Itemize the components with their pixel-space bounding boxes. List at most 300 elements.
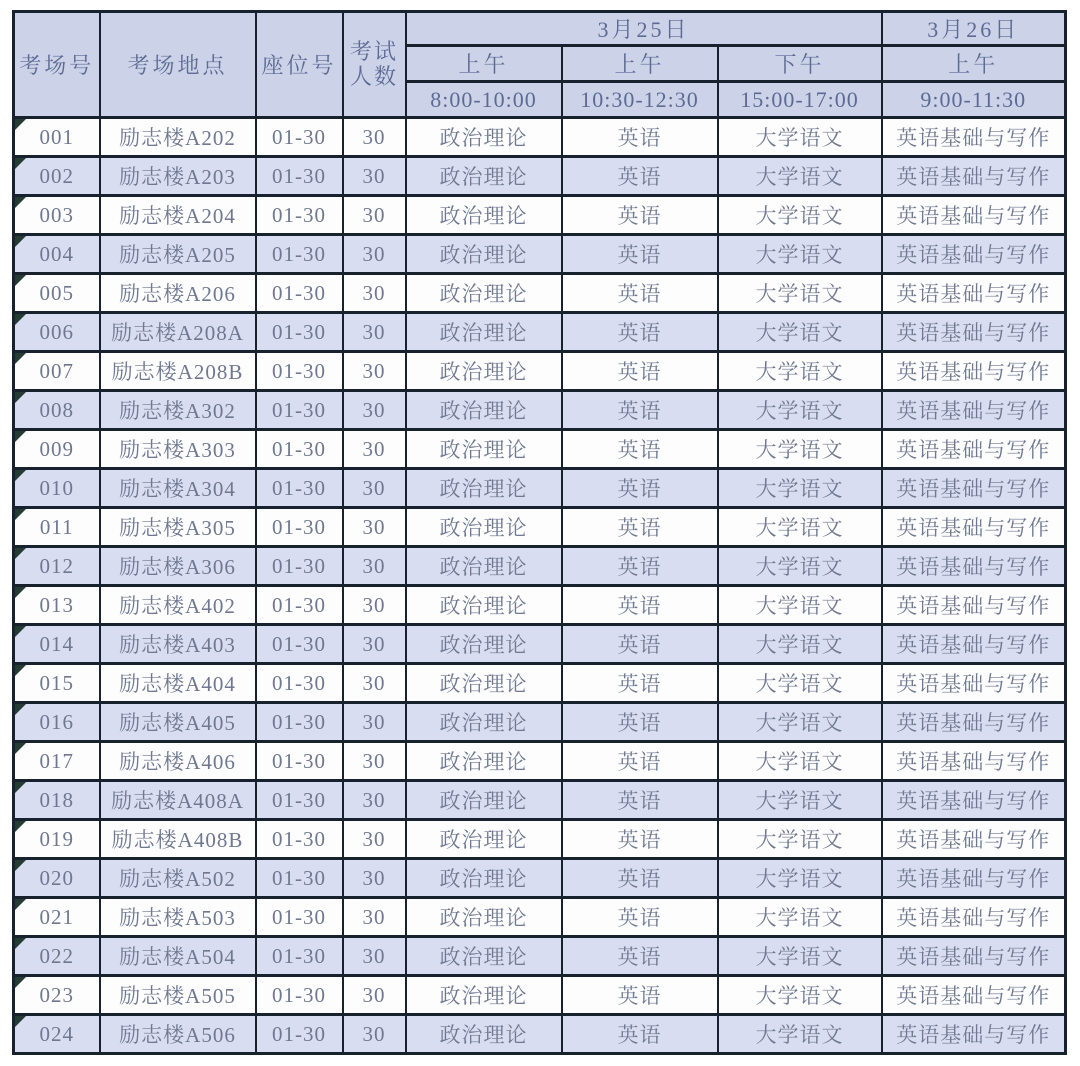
seat-range-cell-text: 01-30: [272, 982, 326, 1007]
location-cell-text: 励志楼A304: [119, 477, 236, 501]
corner-mark: [15, 548, 26, 559]
table-row: [14, 937, 1066, 976]
subject-cell: [882, 391, 1066, 430]
exam-count-cell: [343, 781, 406, 820]
seat-range-cell: [256, 937, 343, 976]
subject-cell: [718, 664, 882, 703]
location-cell-text: 励志楼A208B: [111, 360, 244, 384]
subject-cell: [406, 898, 562, 937]
subject-cell: [562, 547, 718, 586]
subject-cell-text: 英语基础与写作: [896, 321, 1051, 345]
location-cell-text: 励志楼A506: [119, 1023, 236, 1047]
exam-count-cell-text: 30: [362, 358, 386, 383]
subject-cell: [406, 859, 562, 898]
exam-count-cell: [343, 508, 406, 547]
corner-mark: [15, 197, 26, 208]
subject-cell: [718, 118, 882, 157]
location-cell: [100, 547, 256, 586]
subject-cell: [562, 820, 718, 859]
subject-cell-text: 大学语文: [755, 1023, 844, 1047]
location-cell: [100, 976, 256, 1015]
location-cell-text: 励志楼A502: [119, 867, 236, 891]
subject-cell-text: 英语基础与写作: [896, 750, 1051, 774]
subject-cell-text: 政治理论: [439, 282, 528, 306]
seat-range-cell-text: 01-30: [272, 904, 326, 929]
subject-cell-text: 政治理论: [439, 243, 528, 267]
header-date-row: [14, 12, 1066, 46]
exam-count-cell-text: 30: [362, 631, 386, 656]
subject-cell: [882, 820, 1066, 859]
subject-cell: [562, 118, 718, 157]
seat-range-cell-text: 01-30: [272, 241, 326, 266]
subject-cell-text: 政治理论: [439, 906, 528, 930]
subject-cell-text: 政治理论: [439, 672, 528, 696]
seat-range-cell: [256, 586, 343, 625]
subject-cell: [562, 274, 718, 313]
room-no-cell-text: 017: [39, 748, 74, 773]
table-row: [14, 859, 1066, 898]
seat-range-cell-text: 01-30: [272, 865, 326, 890]
exam-count-cell: [343, 352, 406, 391]
location-cell-text: 励志楼A202: [119, 126, 236, 150]
room-no-cell: [14, 274, 100, 313]
room-no-cell-text: 012: [39, 553, 74, 578]
subject-cell: [562, 586, 718, 625]
subject-cell: [562, 352, 718, 391]
subject-cell: [562, 781, 718, 820]
subject-cell: [562, 508, 718, 547]
subject-cell-text: 大学语文: [755, 906, 844, 930]
subject-cell-text: 英语: [617, 360, 662, 384]
subject-cell-text: 英语: [617, 321, 662, 345]
corner-mark: [15, 275, 26, 286]
corner-mark: [15, 704, 26, 715]
location-cell: [100, 625, 256, 664]
subject-cell-text: 英语: [617, 165, 662, 189]
room-no-cell: [14, 352, 100, 391]
subject-cell: [882, 352, 1066, 391]
subject-cell-text: 大学语文: [755, 165, 844, 189]
seat-range-cell: [256, 1015, 343, 1054]
subject-cell-text: 英语基础与写作: [896, 243, 1051, 267]
subject-cell: [718, 976, 882, 1015]
room-no-cell: [14, 469, 100, 508]
subject-cell: [718, 586, 882, 625]
seat-range-cell-text: 01-30: [272, 514, 326, 539]
subject-cell: [882, 976, 1066, 1015]
subject-cell-text: 大学语文: [755, 438, 844, 462]
exam-count-cell-text: 30: [362, 826, 386, 851]
seat-range-cell: [256, 625, 343, 664]
subject-cell-text: 大学语文: [755, 867, 844, 891]
location-cell-text: 励志楼A403: [119, 633, 236, 657]
seat-range-cell-text: 01-30: [272, 280, 326, 305]
room-no-cell-text: 020: [39, 865, 74, 890]
subject-cell-text: 大学语文: [755, 945, 844, 969]
room-no-cell-text: 022: [39, 943, 74, 968]
table-row: [14, 196, 1066, 235]
table-row: [14, 976, 1066, 1015]
table-row: [14, 352, 1066, 391]
exam-count-cell: [343, 742, 406, 781]
subject-cell: [406, 157, 562, 196]
location-cell-text: 励志楼A206: [119, 282, 236, 306]
subject-cell-text: 英语: [617, 984, 662, 1008]
subject-cell-text: 英语: [617, 126, 662, 150]
exam-count-cell-text: 30: [362, 1021, 386, 1046]
subject-cell: [718, 391, 882, 430]
room-no-cell-text: 013: [39, 592, 74, 617]
subject-cell-text: 英语: [617, 789, 662, 813]
subject-cell: [406, 235, 562, 274]
corner-mark: [15, 821, 26, 832]
seat-range-cell: [256, 976, 343, 1015]
subject-cell-text: 大学语文: [755, 711, 844, 735]
table-row: [14, 118, 1066, 157]
table-header: [14, 12, 1066, 118]
subject-cell: [882, 937, 1066, 976]
exam-count-cell-text: 30: [362, 982, 386, 1007]
room-no-cell-text: 011: [39, 514, 74, 539]
subject-cell-text: 政治理论: [439, 360, 528, 384]
corner-mark: [15, 353, 26, 364]
location-cell: [100, 508, 256, 547]
subject-cell-text: 大学语文: [755, 789, 844, 813]
header-seat-no: 座位号: [256, 12, 343, 118]
location-cell-text: 励志楼A408B: [111, 828, 244, 852]
subject-cell: [882, 469, 1066, 508]
subject-cell-text: 政治理论: [439, 555, 528, 579]
exam-count-cell: [343, 820, 406, 859]
corner-mark: [15, 236, 26, 247]
room-no-cell-text: 018: [39, 787, 74, 812]
seat-range-cell-text: 01-30: [272, 202, 326, 227]
exam-count-cell: [343, 1015, 406, 1054]
subject-cell: [718, 937, 882, 976]
seat-range-cell: [256, 469, 343, 508]
subject-cell: [562, 469, 718, 508]
seat-range-cell-text: 01-30: [272, 631, 326, 656]
subject-cell: [562, 859, 718, 898]
exam-count-cell-text: 30: [362, 397, 386, 422]
exam-count-cell: [343, 430, 406, 469]
corner-mark: [15, 938, 26, 949]
corner-mark: [15, 743, 26, 754]
subject-cell-text: 英语: [617, 672, 662, 696]
subject-cell-text: 英语: [617, 906, 662, 930]
exam-schedule-table: [12, 10, 1067, 1055]
location-cell: [100, 820, 256, 859]
room-no-cell: [14, 820, 100, 859]
table-row: [14, 274, 1066, 313]
subject-cell-text: 政治理论: [439, 204, 528, 228]
corner-mark: [15, 587, 26, 598]
subject-cell-text: 英语: [617, 399, 662, 423]
room-no-cell-text: 005: [39, 280, 74, 305]
subject-cell: [718, 313, 882, 352]
subject-cell-text: 英语基础与写作: [896, 1023, 1051, 1047]
subject-cell: [406, 196, 562, 235]
subject-cell-text: 英语基础与写作: [896, 399, 1051, 423]
subject-cell: [882, 196, 1066, 235]
header-exam-count-line2: 人数: [349, 63, 398, 89]
location-cell-text: 励志楼A303: [119, 438, 236, 462]
subject-cell-text: 英语: [617, 945, 662, 969]
room-no-cell: [14, 625, 100, 664]
seat-range-cell-text: 01-30: [272, 787, 326, 812]
seat-range-cell-text: 01-30: [272, 163, 326, 188]
subject-cell-text: 英语: [617, 555, 662, 579]
header-date-mar26: 3月26日: [882, 12, 1066, 46]
subject-cell-text: 政治理论: [439, 126, 528, 150]
seat-range-cell: [256, 118, 343, 157]
subject-cell-text: 大学语文: [755, 126, 844, 150]
subject-cell-text: 英语基础与写作: [896, 477, 1051, 501]
subject-cell-text: 政治理论: [439, 399, 528, 423]
subject-cell-text: 政治理论: [439, 321, 528, 345]
table-row: [14, 1015, 1066, 1054]
exam-count-cell: [343, 118, 406, 157]
location-cell: [100, 898, 256, 937]
location-cell-text: 励志楼A305: [119, 516, 236, 540]
seat-range-cell-text: 01-30: [272, 1021, 326, 1046]
room-no-cell-text: 021: [39, 904, 74, 929]
header-time-am1: 8:00-10:00: [406, 82, 562, 118]
room-no-cell: [14, 742, 100, 781]
subject-cell: [562, 196, 718, 235]
subject-cell: [718, 742, 882, 781]
subject-cell-text: 政治理论: [439, 984, 528, 1008]
room-no-cell-text: 016: [39, 709, 74, 734]
subject-cell-text: 大学语文: [755, 633, 844, 657]
exam-count-cell: [343, 547, 406, 586]
subject-cell: [882, 118, 1066, 157]
subject-cell: [406, 352, 562, 391]
subject-cell-text: 大学语文: [755, 828, 844, 852]
subject-cell: [562, 664, 718, 703]
subject-cell-text: 英语: [617, 438, 662, 462]
corner-mark: [15, 1016, 26, 1027]
table-row: [14, 547, 1066, 586]
subject-cell: [406, 1015, 562, 1054]
subject-cell: [562, 157, 718, 196]
room-no-cell-text: 006: [39, 319, 74, 344]
subject-cell-text: 政治理论: [439, 516, 528, 540]
corner-mark: [15, 431, 26, 442]
subject-cell-text: 英语基础与写作: [896, 165, 1051, 189]
table-row: [14, 469, 1066, 508]
subject-cell: [882, 1015, 1066, 1054]
room-no-cell-text: 014: [39, 631, 74, 656]
subject-cell-text: 政治理论: [439, 165, 528, 189]
subject-cell: [562, 703, 718, 742]
subject-cell: [406, 820, 562, 859]
exam-count-cell: [343, 664, 406, 703]
subject-cell-text: 英语基础与写作: [896, 204, 1051, 228]
seat-range-cell: [256, 859, 343, 898]
subject-cell-text: 政治理论: [439, 594, 528, 618]
subject-cell-text: 英语: [617, 711, 662, 735]
seat-range-cell: [256, 391, 343, 430]
location-cell: [100, 1015, 256, 1054]
header-date-mar25: 3月25日: [406, 12, 882, 46]
location-cell-text: 励志楼A208A: [111, 321, 244, 345]
location-cell: [100, 235, 256, 274]
seat-range-cell: [256, 742, 343, 781]
subject-cell-text: 大学语文: [755, 594, 844, 618]
subject-cell-text: 政治理论: [439, 633, 528, 657]
corner-mark: [15, 899, 26, 910]
subject-cell-text: 英语基础与写作: [896, 789, 1051, 813]
table-row: [14, 235, 1066, 274]
seat-range-cell-text: 01-30: [272, 943, 326, 968]
exam-count-cell-text: 30: [362, 436, 386, 461]
subject-cell-text: 英语: [617, 594, 662, 618]
subject-cell-text: 政治理论: [439, 1023, 528, 1047]
exam-count-cell: [343, 625, 406, 664]
seat-range-cell-text: 01-30: [272, 397, 326, 422]
subject-cell: [882, 508, 1066, 547]
room-no-cell-text: 003: [39, 202, 74, 227]
location-cell: [100, 118, 256, 157]
subject-cell-text: 政治理论: [439, 477, 528, 501]
location-cell: [100, 703, 256, 742]
location-cell: [100, 430, 256, 469]
room-no-cell: [14, 118, 100, 157]
room-no-cell-text: 010: [39, 475, 74, 500]
header-time-am2: 10:30-12:30: [562, 82, 718, 118]
subject-cell-text: 英语: [617, 1023, 662, 1047]
subject-cell-text: 英语: [617, 828, 662, 852]
location-cell-text: 励志楼A302: [119, 399, 236, 423]
exam-count-cell-text: 30: [362, 202, 386, 227]
subject-cell-text: 政治理论: [439, 828, 528, 852]
seat-range-cell-text: 01-30: [272, 475, 326, 500]
exam-count-cell-text: 30: [362, 748, 386, 773]
exam-count-cell-text: 30: [362, 709, 386, 734]
header-exam-count-line1: 考试: [349, 38, 398, 64]
subject-cell: [882, 625, 1066, 664]
room-no-cell: [14, 976, 100, 1015]
subject-cell: [562, 742, 718, 781]
location-cell: [100, 937, 256, 976]
corner-mark: [15, 977, 26, 988]
location-cell-text: 励志楼A203: [119, 165, 236, 189]
subject-cell: [882, 274, 1066, 313]
subject-cell-text: 英语基础与写作: [896, 945, 1051, 969]
subject-cell: [882, 859, 1066, 898]
exam-count-cell: [343, 469, 406, 508]
subject-cell-text: 英语基础与写作: [896, 282, 1051, 306]
subject-cell-text: 大学语文: [755, 750, 844, 774]
location-cell: [100, 274, 256, 313]
header-session-day2-am: 上午: [882, 46, 1066, 82]
location-cell: [100, 742, 256, 781]
subject-cell: [406, 274, 562, 313]
seat-range-cell: [256, 274, 343, 313]
subject-cell: [718, 781, 882, 820]
location-cell: [100, 391, 256, 430]
exam-schedule-table-wrap: [12, 10, 1067, 1055]
table-row: [14, 430, 1066, 469]
corner-mark: [15, 314, 26, 325]
room-no-cell-text: 007: [39, 358, 74, 383]
subject-cell: [882, 586, 1066, 625]
subject-cell-text: 大学语文: [755, 204, 844, 228]
location-cell: [100, 859, 256, 898]
exam-count-cell: [343, 976, 406, 1015]
exam-count-cell-text: 30: [362, 865, 386, 890]
subject-cell-text: 英语基础与写作: [896, 555, 1051, 579]
room-no-cell: [14, 196, 100, 235]
location-cell: [100, 313, 256, 352]
room-no-cell: [14, 235, 100, 274]
subject-cell-text: 英语基础与写作: [896, 984, 1051, 1008]
exam-count-cell-text: 30: [362, 904, 386, 929]
subject-cell-text: 大学语文: [755, 477, 844, 501]
subject-cell-text: 大学语文: [755, 984, 844, 1008]
subject-cell: [562, 430, 718, 469]
seat-range-cell: [256, 352, 343, 391]
exam-count-cell-text: 30: [362, 592, 386, 617]
table-row: [14, 313, 1066, 352]
seat-range-cell-text: 01-30: [272, 553, 326, 578]
location-cell-text: 励志楼A404: [119, 672, 236, 696]
seat-range-cell-text: 01-30: [272, 748, 326, 773]
seat-range-cell: [256, 196, 343, 235]
subject-cell: [406, 508, 562, 547]
exam-count-cell: [343, 235, 406, 274]
seat-range-cell-text: 01-30: [272, 826, 326, 851]
room-no-cell-text: 019: [39, 826, 74, 851]
location-cell-text: 励志楼A402: [119, 594, 236, 618]
location-cell: [100, 157, 256, 196]
exam-count-cell-text: 30: [362, 475, 386, 500]
corner-mark: [15, 665, 26, 676]
room-no-cell: [14, 430, 100, 469]
subject-cell: [718, 859, 882, 898]
subject-cell-text: 英语: [617, 477, 662, 501]
subject-cell: [718, 196, 882, 235]
subject-cell-text: 英语基础与写作: [896, 711, 1051, 735]
location-cell-text: 励志楼A505: [119, 984, 236, 1008]
subject-cell: [562, 976, 718, 1015]
subject-cell: [882, 898, 1066, 937]
seat-range-cell: [256, 898, 343, 937]
corner-mark: [15, 158, 26, 169]
seat-range-cell: [256, 547, 343, 586]
table-row: [14, 157, 1066, 196]
exam-count-cell: [343, 859, 406, 898]
subject-cell-text: 政治理论: [439, 438, 528, 462]
room-no-cell-text: 024: [39, 1021, 74, 1046]
subject-cell: [562, 625, 718, 664]
location-cell: [100, 586, 256, 625]
subject-cell: [882, 157, 1066, 196]
subject-cell: [562, 313, 718, 352]
subject-cell: [562, 391, 718, 430]
subject-cell-text: 大学语文: [755, 243, 844, 267]
subject-cell: [562, 1015, 718, 1054]
corner-mark: [15, 392, 26, 403]
header-room-no: 考场号: [14, 12, 100, 118]
subject-cell-text: 英语基础与写作: [896, 360, 1051, 384]
subject-cell: [718, 820, 882, 859]
subject-cell-text: 英语: [617, 867, 662, 891]
seat-range-cell-text: 01-30: [272, 124, 326, 149]
header-session-pm: 下午: [718, 46, 882, 82]
room-no-cell: [14, 157, 100, 196]
